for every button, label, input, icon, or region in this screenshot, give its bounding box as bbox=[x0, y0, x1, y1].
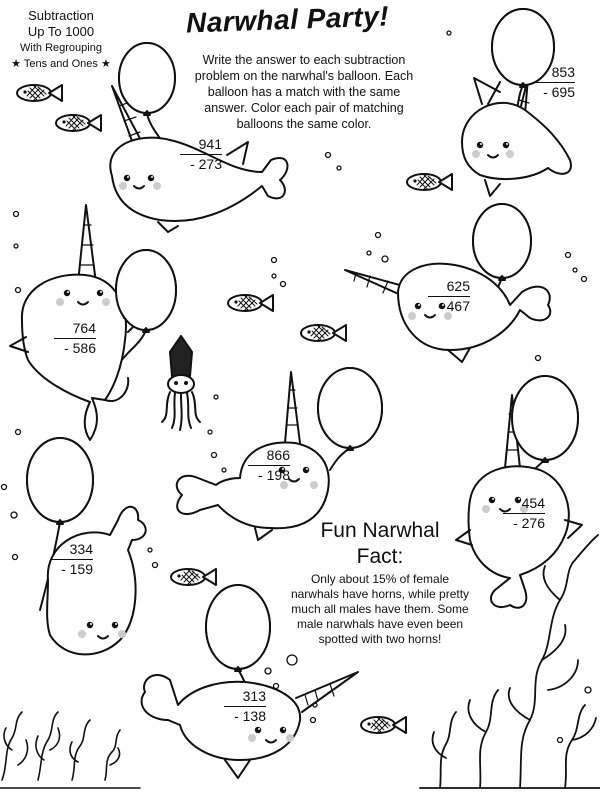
problem-subtrahend: - 695 bbox=[533, 82, 575, 101]
problem-subtrahend: - 198 bbox=[248, 465, 290, 484]
subtitle-line-4: ★ Tens and Ones ★ bbox=[11, 58, 111, 70]
problem-866 bbox=[248, 447, 290, 484]
problem-313 bbox=[224, 688, 266, 725]
problem-625 bbox=[428, 278, 470, 315]
worksheet-subtitle bbox=[2, 8, 120, 72]
balloon-334 bbox=[27, 438, 93, 522]
fun-fact-text: Only about 15% of female narwhals have horns, while pretty much all males have them. Some male narwhals have even been spotted with two horns! bbox=[290, 572, 470, 646]
problem-454 bbox=[503, 495, 545, 532]
problem-subtrahend: - 276 bbox=[503, 513, 545, 532]
balloon-764 bbox=[116, 250, 176, 330]
subtitle-line-2: Up To 1000 bbox=[27, 24, 95, 39]
problem-subtrahend: - 159 bbox=[51, 559, 93, 578]
seaweed-left bbox=[0, 712, 140, 788]
problem-minuend: 625 bbox=[446, 278, 470, 294]
problem-minuend: 853 bbox=[551, 64, 575, 80]
problem-minuend: 764 bbox=[72, 320, 96, 336]
problem-subtrahend: - 467 bbox=[428, 296, 470, 315]
balloon-941 bbox=[119, 43, 175, 113]
problem-334 bbox=[51, 541, 93, 578]
page-title: Narwhal Party! bbox=[185, 0, 390, 39]
balloon-313 bbox=[206, 585, 270, 669]
balloon-866 bbox=[318, 368, 382, 448]
subtitle-line-1: Subtraction bbox=[28, 8, 94, 23]
problem-764 bbox=[54, 320, 96, 357]
fun-fact-heading bbox=[300, 518, 460, 570]
fun-fact-heading-line-2: Fact: bbox=[356, 545, 404, 568]
problem-subtrahend: - 586 bbox=[54, 338, 96, 357]
problem-minuend: 334 bbox=[69, 541, 93, 557]
problem-minuend: 941 bbox=[198, 136, 222, 152]
problem-minuend: 313 bbox=[242, 688, 266, 704]
problem-853 bbox=[533, 64, 575, 101]
squid-illustration bbox=[162, 336, 200, 430]
problem-subtrahend: - 273 bbox=[180, 154, 222, 173]
instructions: Write the answer to each subtraction problem on the narwhal's balloon. Each balloon has a match with the same answer. Color each pair of matching balloons the same color. bbox=[194, 53, 414, 131]
balloon-454 bbox=[512, 376, 578, 460]
problem-minuend: 866 bbox=[266, 447, 290, 463]
balloon-625 bbox=[473, 204, 531, 278]
problem-subtrahend: - 138 bbox=[224, 706, 266, 725]
problem-941 bbox=[180, 136, 222, 173]
problem-minuend: 454 bbox=[521, 495, 545, 511]
fun-fact-heading-line-1: Fun Narwhal bbox=[320, 519, 440, 542]
subtitle-line-3: With Regrouping bbox=[20, 42, 102, 54]
